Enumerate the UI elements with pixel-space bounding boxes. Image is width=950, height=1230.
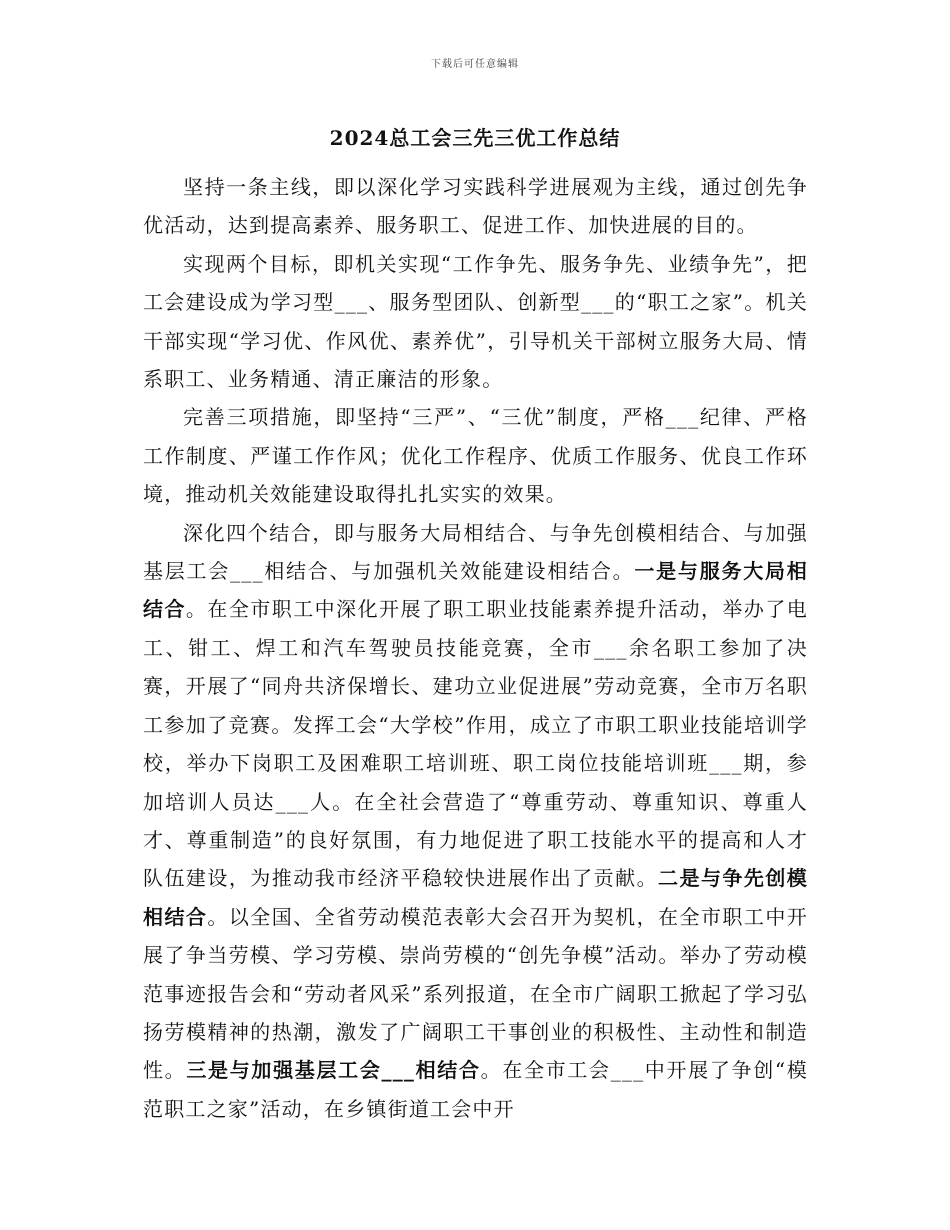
point-one-text: 。在全市职工中深化开展了职工职业技能素养提升活动，举办了电工、钳工、焊工和汽车驾驶员技能竞赛，全市___余名职工参加了决赛，开展了“同舟共济保增长、建功立业促进展”劳动竞赛，全市万名职工参加了竞赛。发挥工会“大学校”作用，成立了市职工职业技能培训学校，举办下岗职工及困难职工培训班、职工岗位技能培训班___期，参加培训人员达___人。在全社会营造了“尊重劳动、尊重知识、尊重人才、尊重制造”的良好氛围，有力地促进了职工技能水平的提高和人才队伍建设，为推动我市经济平稳较快进展作出了贡献。 [143,597,808,891]
document-body [143,168,808,1128]
paragraph-four-combinations [143,514,808,1129]
point-one-heading: 一是与服务大局相结合 [143,559,808,622]
paragraph-main-line: 坚持一条主线，即以深化学习实践科学进展观为主线，通过创先争优活动，达到提高素养、服务职工、促进工作、加快进展的目的。 [143,175,808,238]
header-note: 下载后可任意编辑 [431,59,519,70]
paragraph-two-goals: 实现两个目标，即机关实现“工作争先、服务争先、业绩争先”，把工会建设成为学习型___、服务型团队、创新型___的“职工之家”。机关干部实现“学习优、作风优、素养优”，引导机关干部树立服务大局、情系职工、业务精通、清正廉洁的形象。 [143,251,808,392]
point-two-text: 。以全国、全省劳动模范表彰大会召开为契机，在全市职工中开展了争当劳模、学习劳模、崇尚劳模的“创先争模”活动。举办了劳动模范事迹报告会和“劳动者风采”系列报道，在全市广阔职工掀起了学习弘扬劳模精神的热潮，激发了广阔职工干事创业的积极性、主动性和制造性。 [143,904,808,1083]
paragraph-three-measures: 完善三项措施，即坚持“三严”、“三优”制度，严格___纪律、严格工作制度、严谨工作作风；优化工作程序、优质工作服务、优良工作环境，推动机关效能建设取得扎扎实实的效果。 [143,405,808,507]
document-title: 2024总工会三先三优工作总结 [329,126,621,150]
point-three-heading: 三是与加强基层工会___相结合 [186,1058,481,1083]
paragraph-intro-text: 深化四个结合，即与服务大局相结合、与争先创模相结合、与加强基层工会___相结合、与加强机关效能建设相结合。 [143,520,808,584]
point-three-text: 。在全市工会___中开展了争创“模范职工之家”活动，在乡镇街道工会中开 [143,1058,809,1121]
point-two-heading: 二是与争先创模相结合 [143,866,808,929]
